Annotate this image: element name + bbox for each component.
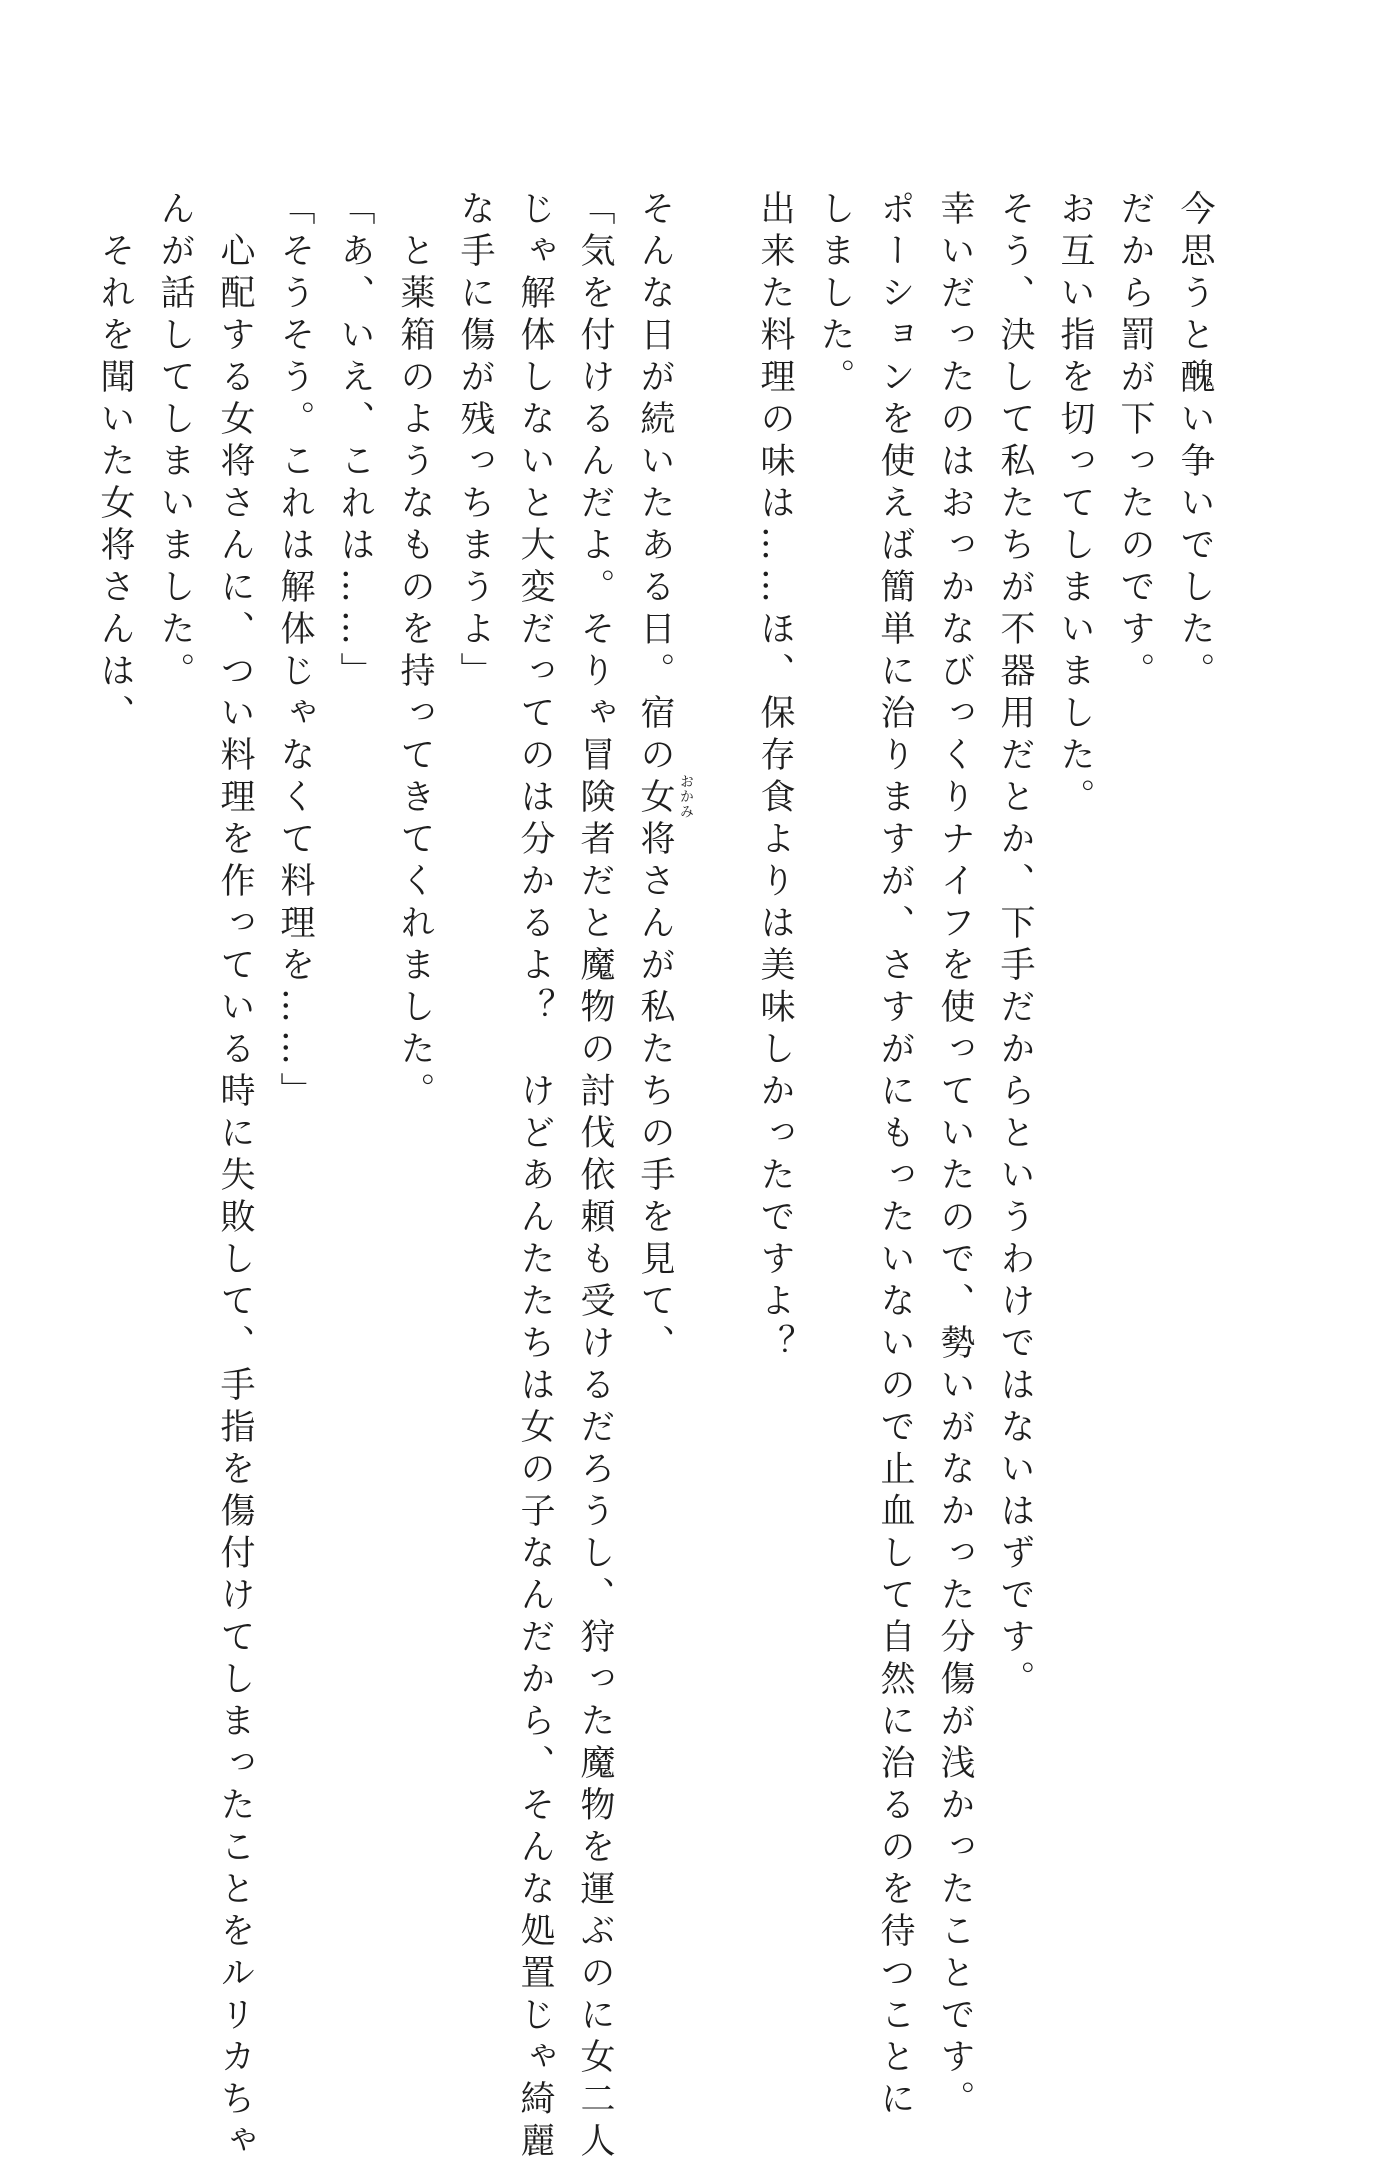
ruby-base: 女将 おかみ bbox=[635, 774, 694, 862]
text-line: んが話してしまいました。 bbox=[155, 190, 195, 694]
text-line: だから罰が下ったのです。 bbox=[1115, 190, 1155, 694]
text-line: 「あ、いえ、これは……」 bbox=[335, 190, 375, 694]
text-line: 「そうそう。これは解体じゃなくて料理を……」 bbox=[275, 190, 315, 1114]
text-line: 出来た料理の味は……ほ、保存食よりは美味しかったですよ？ bbox=[755, 190, 795, 1366]
text-line: じゃ解体しないと大変だってのは分かるよ？ けどあんたたちは女の子なんだから、そんな処置じゃ綺麗 bbox=[515, 190, 555, 2164]
text-line: 心配する女将さんに、つい料理を作っている時に失敗して、手指を傷付けてしまったことをルリカちゃ bbox=[215, 190, 255, 2164]
vertical-text-body bbox=[85, 190, 1225, 2164]
ruby-reading: おかみ bbox=[678, 774, 694, 819]
text-line: 今思うと醜い争いでした。 bbox=[1175, 190, 1215, 694]
text-line: 幸いだったのはおっかなびっくりナイフを使っていたので、勢いがなかった分傷が浅かったことです。 bbox=[935, 190, 975, 2122]
text-line: お互い指を切ってしまいました。 bbox=[1055, 190, 1095, 820]
text-line-with-ruby: そんな日が続いたある日。宿の女将 おかみ さんが私たちの手を見て、 bbox=[635, 190, 694, 1366]
text-line: しました。 bbox=[815, 190, 855, 400]
text-line: そう、決して私たちが不器用だとか、下手だからというわけではないはずです。 bbox=[995, 190, 1035, 1702]
text-line: 「気を付けるんだよ。そりゃ冒険者だと魔物の討伐依頼も受けるだろうし、狩った魔物を運ぶのに女二人 bbox=[575, 190, 615, 2164]
text-line: と薬箱のようなものを持ってきてくれました。 bbox=[395, 190, 435, 1114]
paragraph-break bbox=[685, 190, 745, 1830]
text-line: それを聞いた女将さんは、 bbox=[95, 190, 135, 736]
text-line: ポーションを使えば簡単に治りますが、さすがにもったいないので止血して自然に治るのを待つことに bbox=[875, 190, 915, 2122]
text-line: な手に傷が残っちまうよ」 bbox=[455, 190, 495, 694]
